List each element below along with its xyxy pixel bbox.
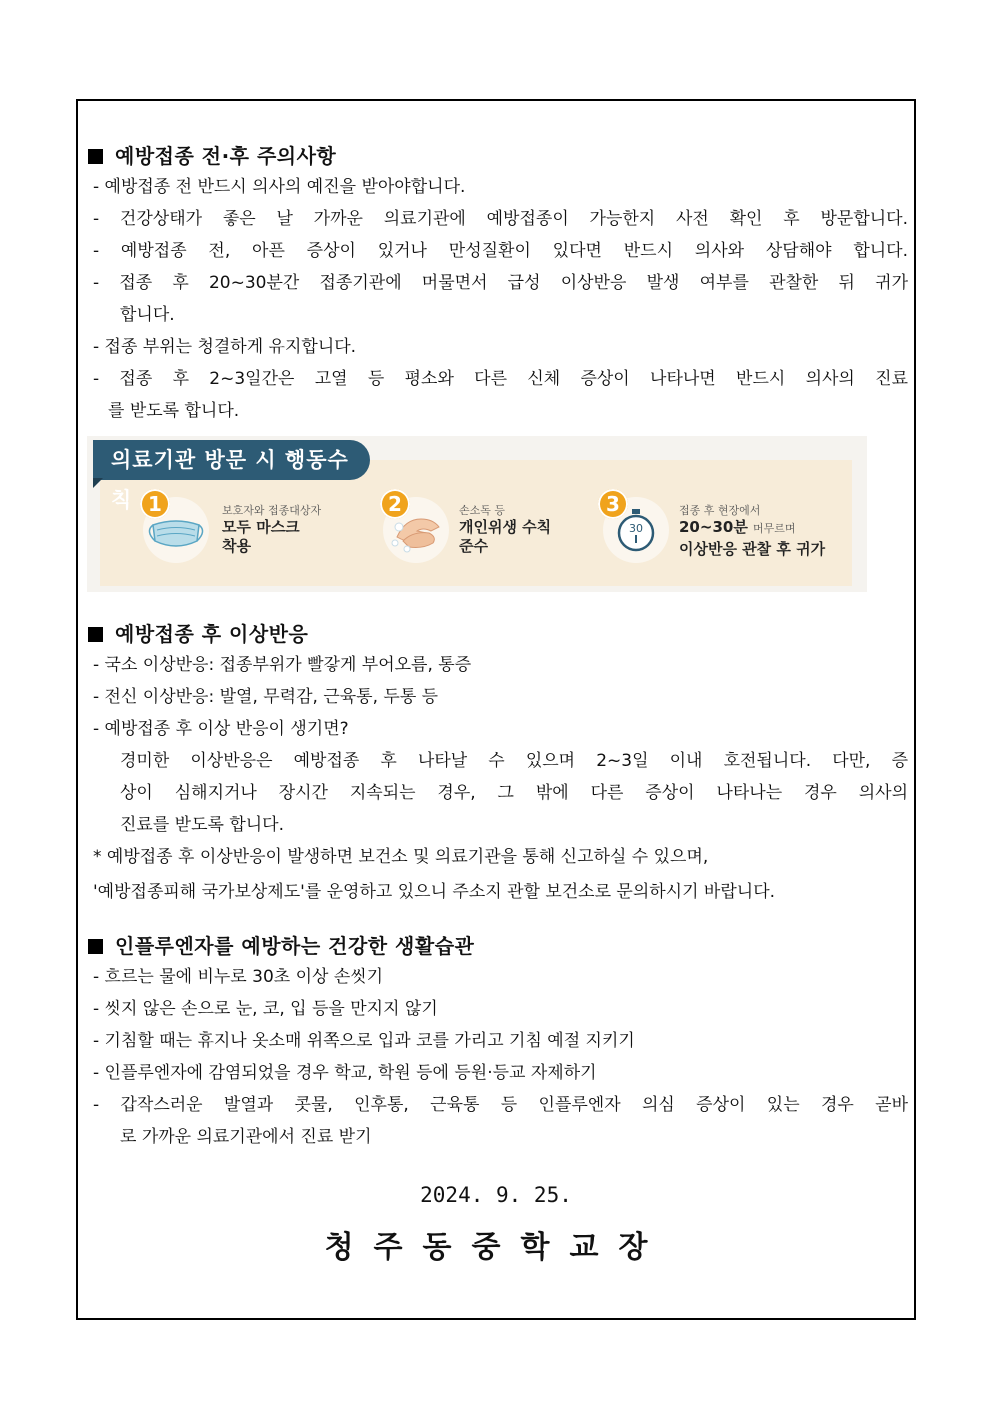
square-bullet-icon: [88, 627, 103, 642]
step-1-title-line2: 착용: [222, 537, 251, 555]
note-continuation: '예방접종피해 국가보상제도'를 운영하고 있으니 주소지 관할 보건소로 문의하시기 바랍니다.: [93, 882, 776, 902]
step-2-caption: 손소독 등: [459, 504, 506, 517]
list-item-continuation: 합니다.: [120, 305, 175, 325]
step-3-caption: 접종 후 현장에서: [679, 504, 761, 517]
list-item: - 건강상태가 좋은 날 가까운 의료기관에 예방접종이 가능한지 사전 확인 후 방문합니다.: [93, 209, 908, 229]
step-1-caption: 보호자와 접종대상자: [222, 504, 322, 517]
step-1-title: 모두 마스크: [222, 518, 300, 536]
list-item: - 갑작스러운 발열과 콧물, 인후통, 근육통 등 인플루엔자 의심 증상이 있는 경우 곧바: [93, 1095, 908, 1115]
step-3-title-line2: 이상반응 관찰 후 귀가: [679, 540, 826, 558]
section-title-text: 인플루엔자를 예방하는 건강한 생활습관: [115, 934, 475, 958]
section-title-precautions: [88, 140, 336, 169]
list-item-continuation: 로 가까운 의료기관에서 진료 받기: [120, 1127, 372, 1147]
list-item: - 인플루엔자에 감염되었을 경우 학교, 학원 등에 등원·등교 자제하기: [93, 1063, 597, 1083]
list-item-continuation: 진료를 받도록 합니다.: [120, 815, 285, 835]
list-item: - 씻지 않은 손으로 눈, 코, 입 등을 만지지 않기: [93, 999, 438, 1019]
banner-title-fold: [93, 478, 103, 488]
list-item: - 예방접종 전 반드시 의사의 예진을 받아야합니다.: [93, 177, 466, 197]
square-bullet-icon: [88, 939, 103, 954]
note: * 예방접종 후 이상반응이 발생하면 보건소 및 의료기관을 통해 신고하실 수 있으며,: [93, 847, 709, 867]
step-1-number: 1: [140, 489, 170, 519]
section-title-adverse-reactions: [88, 618, 308, 647]
list-item-continuation: 를 받도록 합니다.: [108, 401, 240, 421]
step-3-duration: 20~30분: [679, 518, 748, 536]
list-item: - 접종 후 2~3일간은 고열 등 평소와 다른 신체 증상이 나타나면 반드시 의사의 진료: [93, 369, 908, 389]
step-3-title: [679, 518, 796, 538]
list-item-continuation: 경미한 이상반응은 예방접종 후 나타날 수 있으며 2~3일 이내 호전됩니다. 다만, 증: [120, 751, 908, 771]
step-2-number: 2: [380, 489, 410, 519]
step-3-duration-suffix: 머무르며: [753, 522, 796, 535]
signature-principal: 청주동중학교장: [324, 1230, 668, 1265]
step-2-title-line2: 준수: [459, 537, 488, 555]
list-item: - 접종 부위는 청결하게 유지합니다.: [93, 337, 357, 357]
square-bullet-icon: [88, 149, 103, 164]
banner-title: 의료기관 방문 시 행동수칙: [93, 440, 370, 480]
list-item: - 전신 이상반응: 발열, 무력감, 근육통, 두통 등: [93, 687, 439, 707]
list-item: - 흐르는 물에 비누로 30초 이상 손씻기: [93, 967, 384, 987]
list-item: - 예방접종 후 이상 반응이 생기면?: [93, 719, 349, 739]
list-item: - 국소 이상반응: 접종부위가 빨갛게 부어오름, 통증: [93, 655, 472, 675]
list-item: - 기침할 때는 휴지나 옷소매 위쪽으로 입과 코를 가리고 기침 예절 지키기: [93, 1031, 635, 1051]
section-title-healthy-habits: [88, 930, 474, 959]
step-2-title: 개인위생 수칙: [459, 518, 552, 536]
list-item-continuation: 상이 심해지거나 장시간 지속되는 경우, 그 밖에 다른 증상이 나타나는 경우 의사의: [120, 783, 908, 803]
section-title-text: 예방접종 후 이상반응: [115, 622, 309, 646]
list-item: - 접종 후 20~30분간 접종기관에 머물면서 급성 이상반응 발생 여부를 관찰한 뒤 귀가: [93, 273, 908, 293]
section-title-text: 예방접종 전·후 주의사항: [115, 144, 337, 168]
document-date: 2024. 9. 25.: [420, 1183, 572, 1207]
step-3-number: 3: [598, 489, 628, 519]
list-item: - 예방접종 전, 아픈 증상이 있거나 만성질환이 있다면 반드시 의사와 상담해야 합니다.: [93, 241, 908, 261]
timer-value: 30: [629, 522, 643, 535]
